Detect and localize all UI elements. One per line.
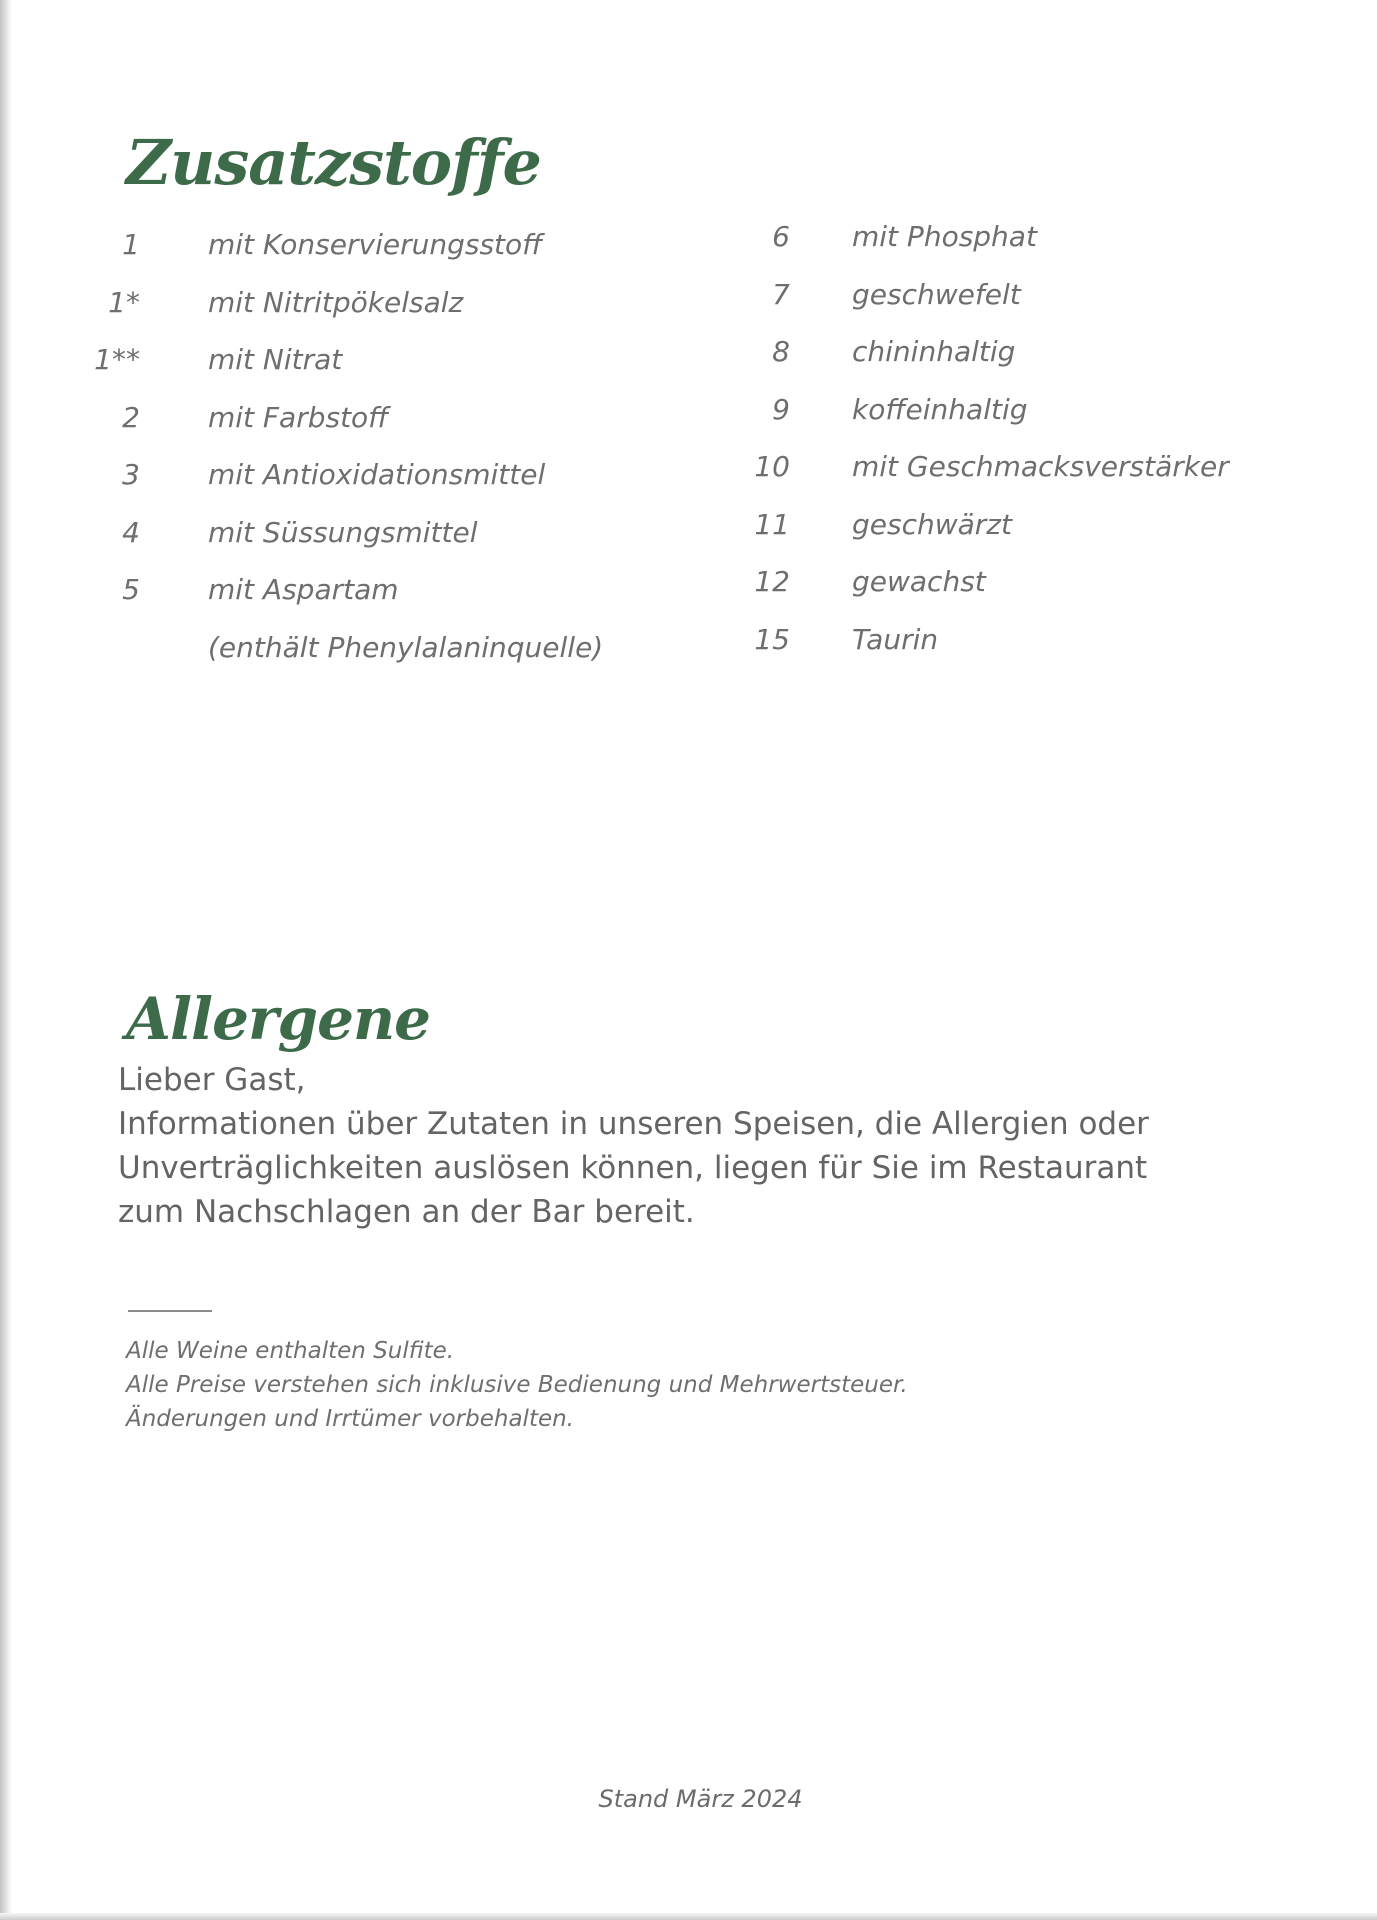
additives-section-title: Zusatzstoffe — [126, 125, 541, 199]
additive-label: geschwefelt — [852, 277, 1021, 311]
additives-list-right-column — [600, 208, 1229, 668]
additive-label: (enthält Phenylalaninquelle) — [208, 630, 604, 664]
status-date: Stand März 2024 — [598, 1785, 803, 1813]
additive-code: 12 — [754, 565, 790, 599]
additive-code: 7 — [772, 277, 790, 311]
additive-label: mit Süssungsmittel — [208, 515, 478, 549]
disclaimer-line: Änderungen und Irrtümer vorbehalten. — [126, 1406, 574, 1432]
disclaimer-line: Alle Preise verstehen sich inklusive Bedienung und Mehrwertsteuer. — [126, 1372, 908, 1398]
additive-label: geschwärzt — [852, 507, 1012, 541]
additive-row — [600, 496, 1229, 554]
additive-code: 15 — [754, 622, 790, 656]
additive-code: 1* — [108, 285, 140, 319]
additive-code: 3 — [122, 458, 140, 492]
additive-code: 2 — [122, 400, 140, 434]
additive-label: gewachst — [852, 565, 986, 599]
additive-row — [600, 381, 1229, 439]
additive-code: 9 — [772, 392, 790, 426]
additive-code: 10 — [754, 450, 790, 484]
additive-row — [600, 611, 1229, 669]
footnote-divider — [128, 1310, 212, 1312]
additive-row — [0, 389, 603, 447]
additive-row — [600, 438, 1229, 496]
disclaimer-line: Alle Weine enthalten Sulfite. — [126, 1338, 455, 1364]
additive-code: 11 — [754, 507, 790, 541]
additives-list-left-column — [0, 216, 603, 676]
additive-code: 5 — [122, 573, 140, 607]
additive-row — [0, 216, 603, 274]
additive-row — [600, 208, 1229, 266]
additive-code: 4 — [122, 515, 140, 549]
additive-label: mit Konservierungsstoff — [208, 228, 543, 262]
additive-label: koffeinhaltig — [852, 392, 1028, 426]
additive-label: mit Nitrat — [208, 343, 343, 377]
additive-code: 1 — [122, 228, 140, 262]
scan-edge-bottom — [0, 1913, 1377, 1920]
additive-row — [0, 561, 603, 619]
additive-label: mit Nitritpökelsalz — [208, 285, 464, 319]
additive-code: 8 — [772, 335, 790, 369]
allergens-body — [118, 1058, 1166, 1234]
allergens-section-title: Allergene — [126, 984, 431, 1053]
additive-label: mit Aspartam — [208, 573, 399, 607]
additive-row — [0, 446, 603, 504]
additive-label: mit Geschmacksverstärker — [852, 450, 1229, 484]
allergens-paragraph: Informationen über Zutaten in unseren Speisen, die Allergien oder Unverträglichkeiten auslösen können, liegen für Sie im Restaurant zum Nachschlagen an der Bar bereit. — [118, 1106, 1149, 1230]
allergens-salutation: Lieber Gast, — [118, 1062, 306, 1098]
additive-label: chininhaltig — [852, 335, 1016, 369]
additive-row — [0, 331, 603, 389]
additive-label: Taurin — [852, 622, 939, 656]
additive-row — [600, 323, 1229, 381]
additive-row — [0, 504, 603, 562]
additive-row — [600, 553, 1229, 611]
disclaimer-notes — [126, 1334, 908, 1436]
additive-row — [600, 266, 1229, 324]
additive-label: mit Antioxidationsmittel — [208, 458, 546, 492]
additive-row — [0, 274, 603, 332]
additive-code: 1** — [94, 343, 140, 377]
additive-row-continuation — [0, 619, 603, 677]
additive-label: mit Farbstoff — [208, 400, 389, 434]
additive-code: 6 — [772, 220, 790, 254]
additive-label: mit Phosphat — [852, 220, 1037, 254]
